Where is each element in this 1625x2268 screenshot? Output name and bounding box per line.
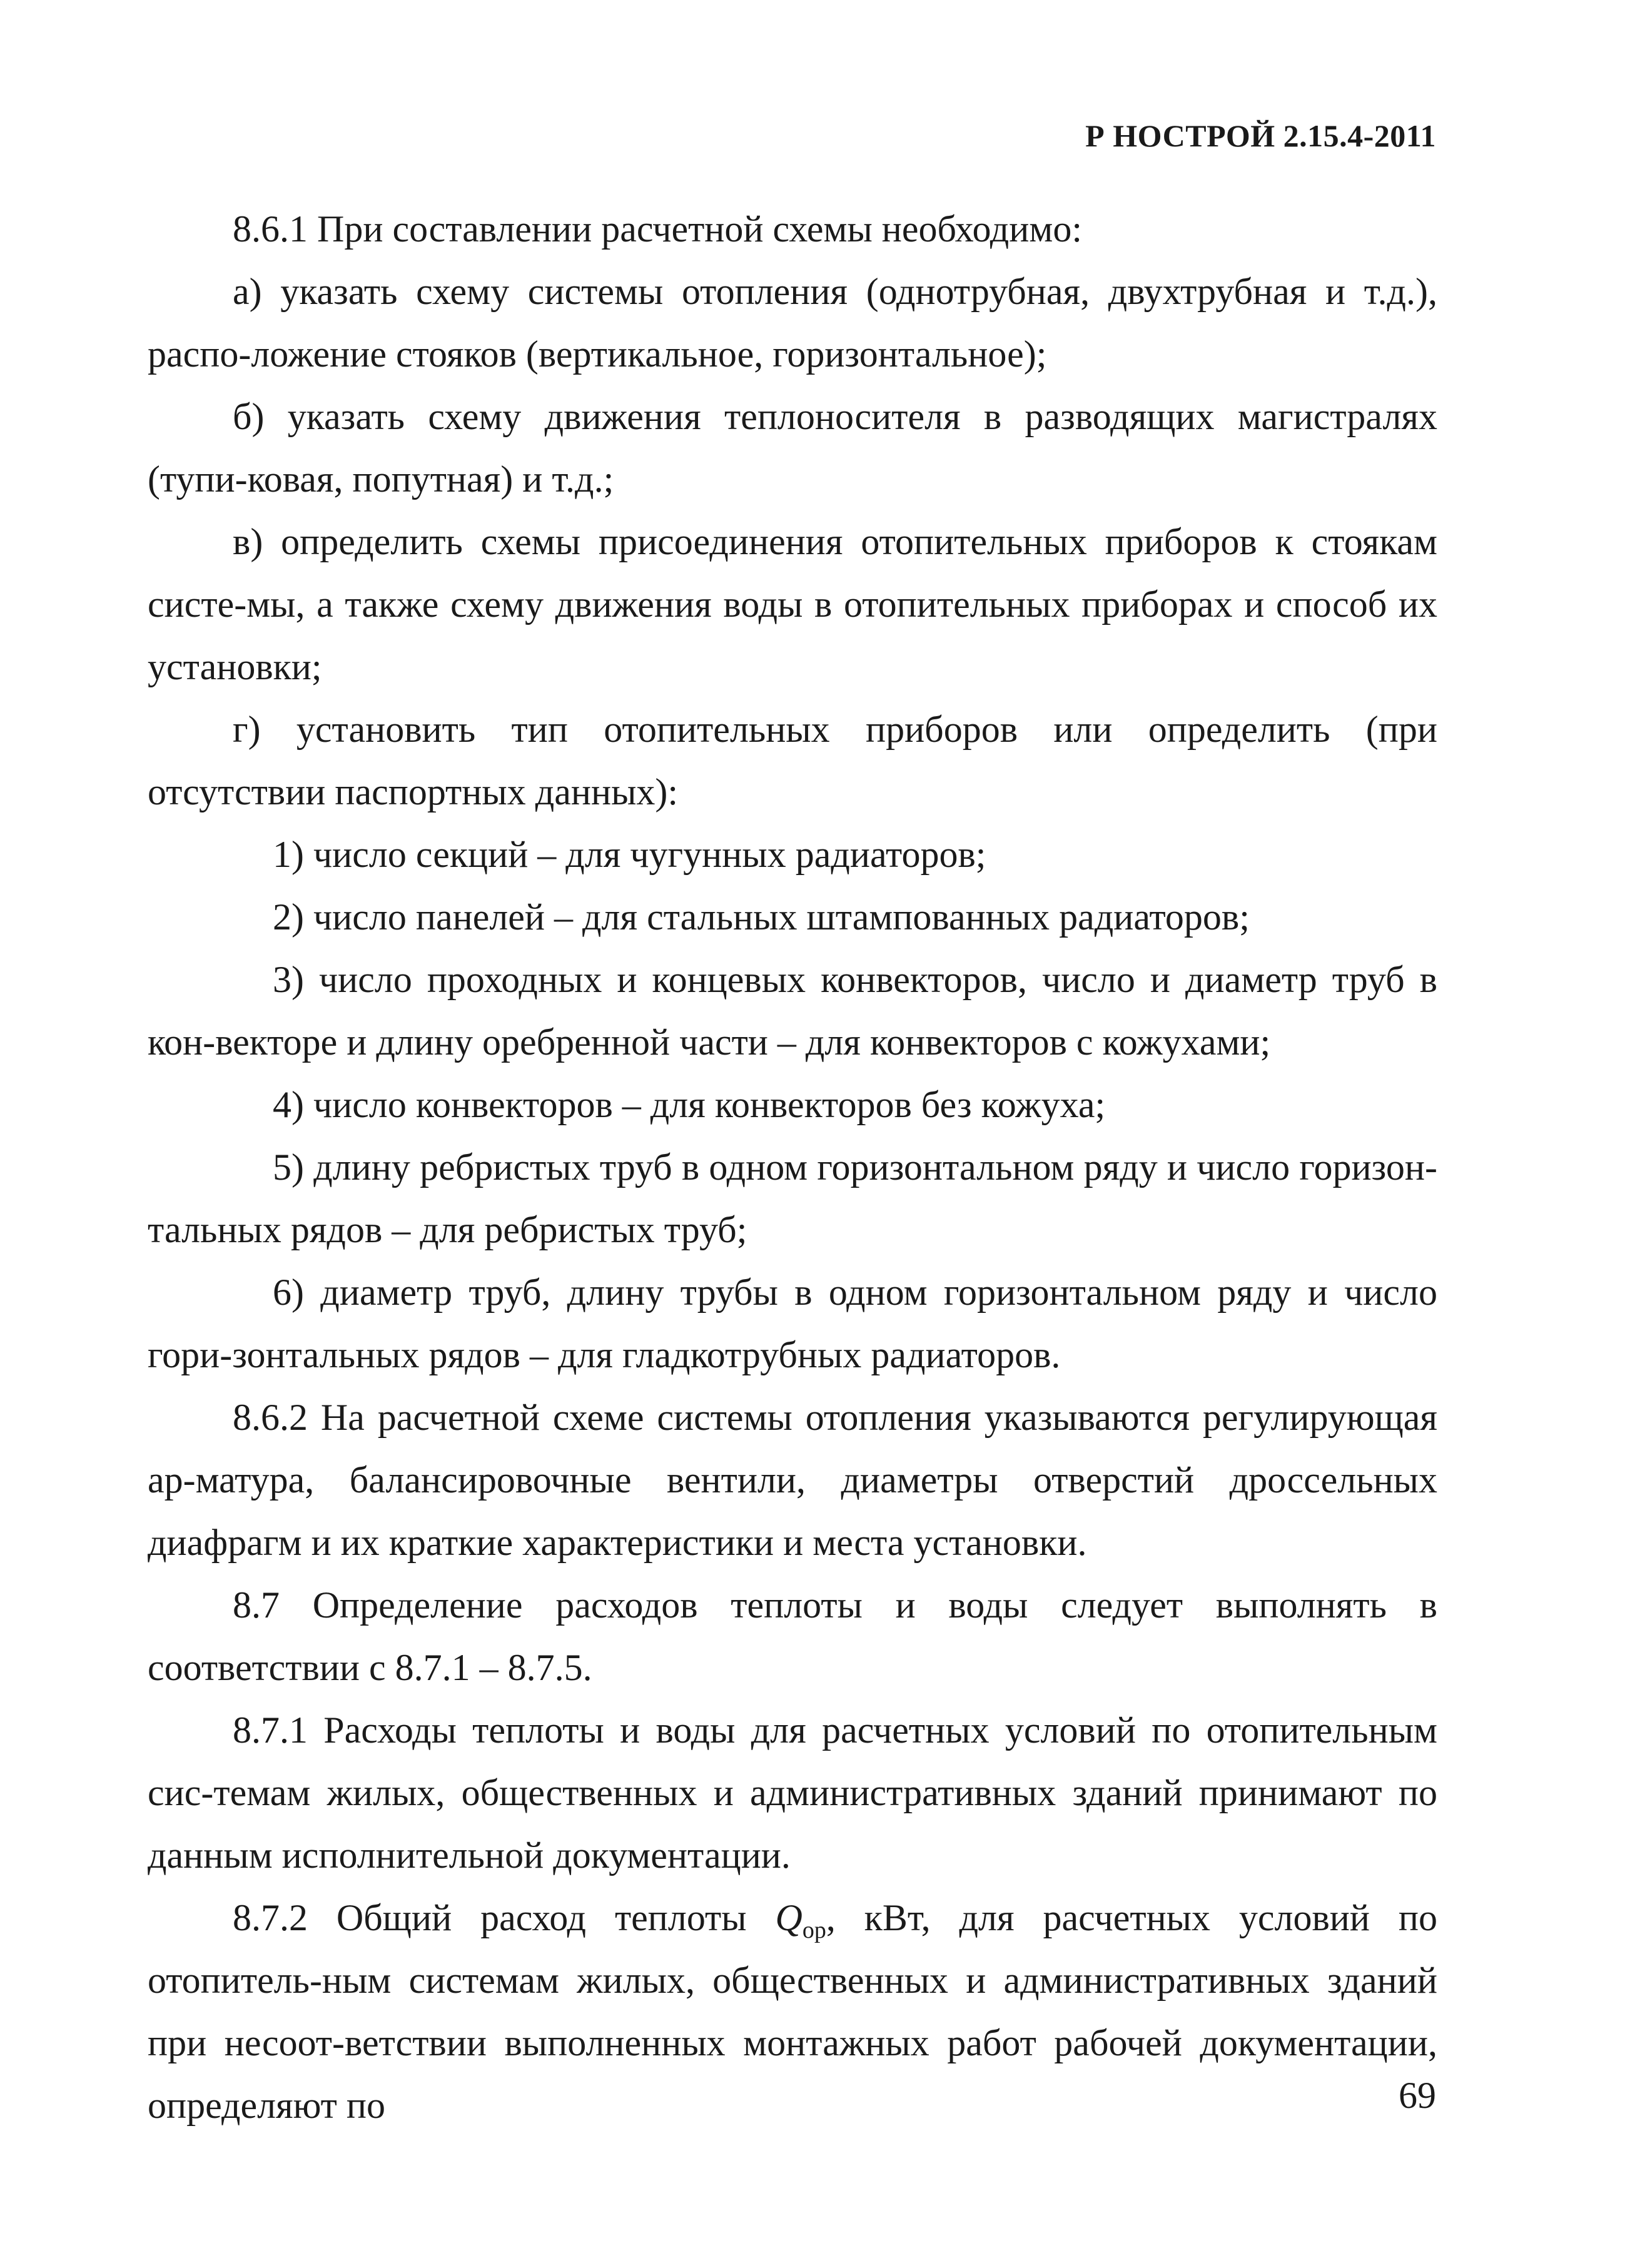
formula-symbol-q: Q — [775, 1897, 802, 1938]
document-header: Р НОСТРОЙ 2.15.4-2011 — [1085, 118, 1436, 153]
formula-subscript: ор — [802, 1917, 826, 1943]
paragraph-8-6-2: 8.6.2 На расчетной схеме системы отопления указываются регулирующая ар-матура, балансировочные вентили, диаметры отверстий дроссельных диафрагм и их краткие характеристики и места установки. — [148, 1397, 1437, 1563]
list-item-6: 6) диаметр труб, длину трубы в одном горизонтальном ряду и число гори-зонтальных рядов – для гладкотрубных радиаторов. — [148, 1272, 1437, 1375]
paragraph-8-7-2-start: 8.7.2 Общий расход теплоты — [233, 1897, 776, 1938]
paragraph-item-b: б) указать схему движения теплоносителя в разводящих магистралях (тупи-ковая, попутная) и т.д.; — [148, 396, 1437, 500]
body-text — [148, 198, 1437, 2137]
list-item-5: 5) длину ребристых труб в одном горизонтальном ряду и число горизон-тальных рядов – для ребристых труб; — [148, 1147, 1437, 1250]
paragraph-item-a: а) указать схему системы отопления (однотрубная, двухтрубная и т.д.), распо-ложение стояков (вертикальное, горизонтальное); — [148, 271, 1437, 375]
list-item-2: 2) число панелей – для стальных штампованных радиаторов; — [273, 896, 1250, 938]
page-number: 69 — [1399, 2075, 1436, 2116]
paragraph-8-6-1: 8.6.1 При составлении расчетной схемы необходимо: — [233, 208, 1083, 250]
paragraph-8-7-2-rest: , кВт, для расчетных условий по отопитель-ным системам жилых, общественных и административных зданий при несоот-ветствии выполненных монтажных работ рабочей документации, определяют по — [148, 1897, 1438, 2126]
paragraph-8-7-1: 8.7.1 Расходы теплоты и воды для расчетных условий по отопительным сис-темам жилых, общественных и административных зданий принимают по данным исполнительной документации. — [148, 1709, 1437, 1876]
paragraph-8-7-2 — [148, 1886, 1437, 2137]
paragraph-item-v: в) определить схемы присоединения отопительных приборов к стоякам систе-мы, а также схему движения воды в отопительных приборах и способ их установки; — [148, 521, 1437, 687]
list-item-3: 3) число проходных и концевых конвекторов, число и диаметр труб в кон-векторе и длину оребренной части – для конвекторов с кожухами; — [148, 959, 1437, 1063]
paragraph-item-g: г) установить тип отопительных приборов или определить (при отсутствии паспортных данных): — [148, 709, 1437, 813]
paragraph-8-7: 8.7 Определение расходов теплоты и воды следует выполнять в соответствии с 8.7.1 – 8.7.5. — [148, 1584, 1437, 1688]
list-item-1: 1) число секций – для чугунных радиаторов; — [273, 834, 986, 875]
list-item-4: 4) число конвекторов – для конвекторов без кожуха; — [273, 1084, 1106, 1125]
